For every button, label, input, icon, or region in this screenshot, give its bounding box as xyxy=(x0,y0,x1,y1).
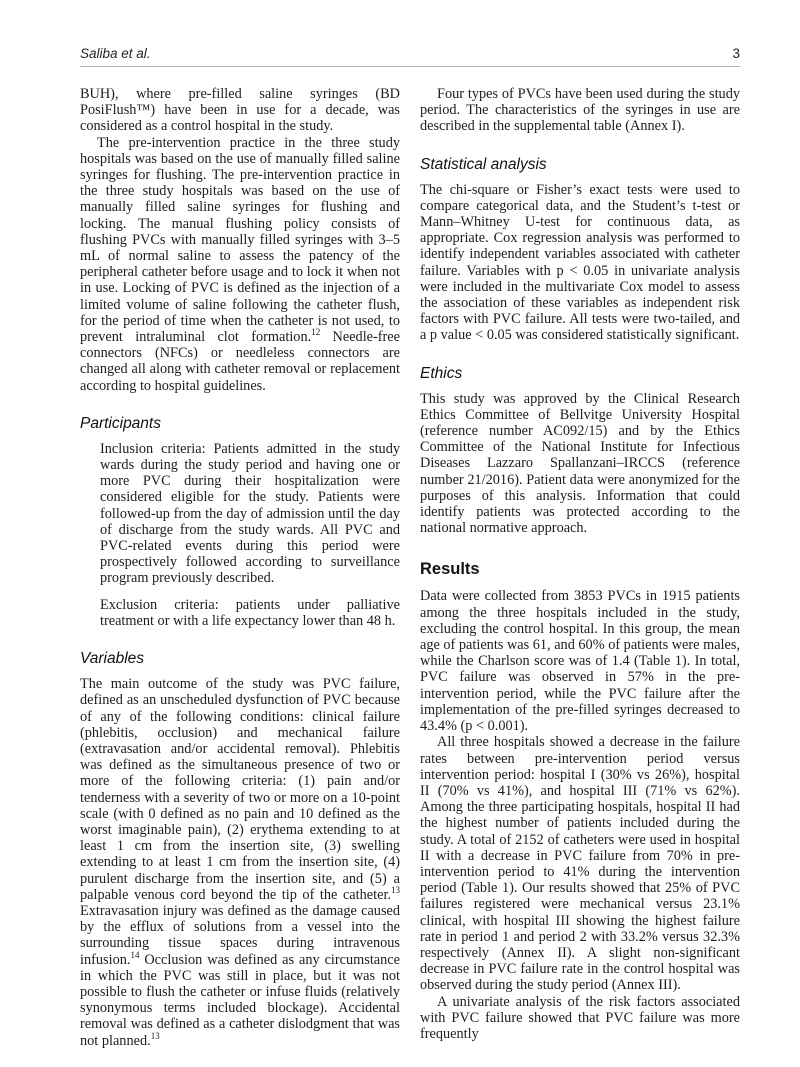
right-column xyxy=(420,86,740,1049)
variables-heading: Variables xyxy=(80,650,145,668)
exclusion-criteria-paragraph: Exclusion criteria: patients under palliative treatment or with a life expectancy lower than 48 h. xyxy=(100,596,400,629)
text-segment: Extravasation injury was defined as the damage caused by the efflux of solutions from a vessel into the surrounding tissue spaces during intravenous infusion. xyxy=(80,902,400,968)
pvc-types-paragraph: Four types of PVCs have been used during the study period. The characteristics of the syringes in use are described in the supplemental table (Annex I). xyxy=(420,86,740,135)
outcome-definition-paragraph xyxy=(80,676,400,1049)
flushing-policy-paragraph xyxy=(80,135,400,394)
page-header xyxy=(80,46,740,67)
text-segment: The main outcome of the study was PVC failure, defined as an unscheduled dysfunction of PVC because of any of the following conditions: clinical failure (phlebitis, occlusion) and mechanical failure (extravasation and/or accidental removal). Phlebitis was defined as the simultaneous presence of two or more of the following criteria: (1) pain and/or tenderness with a severity of two or more on a 10-point scale (with 0 defined as no pain and 10 defined as the worst imaginable pain), (2) erythema extending to at least 1 cm from the insertion site, (3) swelling extending to at least 1 cm from the insertion site, (4) purulent discharge from the insertion site, and (5) a palpable venous cord beyond the tip of the catheter. xyxy=(80,676,400,903)
results-paragraph-2: All three hospitals showed a decrease in the failure rates between pre-intervention period versus intervention period: hospital I (30% vs 26%), hospital II (70% vs 41%), and hospital III (71% vs 62%). Among the three participating hospitals, hospital II had the highest number of patients included during the study. A total of 2152 of catheters were used in hospital II with a decrease in PVC failure from 70% in pre-intervention period to 41% during the intervention period (Table 1). Our results showed that 25% of PVC failures registered were mechanical versus 23.1% clinical, with hospital III showing the highest failure rate in period 1 and period 2 with 33.2% versus 32.3% respectively (Annex II). A slight non-significant decrease in PVC failure rate in the control hospital was observed during the study period (Annex III). xyxy=(420,734,740,994)
left-column xyxy=(80,86,400,1049)
results-paragraph-1: Data were collected from 3853 PVCs in 1915 patients among the three hospitals included in the study, excluding the control hospital. In this group, the mean age of patients was 61, and 60% of patients were males, while the Charlson score was of 1.4 (Table 1). In total, PVC failure was observed in 57% in the pre-intervention period, while the PVC failure after the implementation of the pre-filled syringes decreased to 43.4% (p < 0.001). xyxy=(420,588,740,735)
text-segment: Needle-free connectors (NFCs) or needleless connectors are changed all along with catheter removal or replacement according to hospital guidelines. xyxy=(80,329,400,394)
text-segment: The pre-intervention practice in the three study hospitals was based on the use of manually filled saline syringes for flushing. The pre-intervention practice in the three study hospitals was based on the use of manually filled saline syringes for flushing and locking. The manual flushing policy consists of flushing PVCs with manually filled syringes with 3–5 mL of normal saline to assess the patency of the peripheral catheter before usage and to lock it when not in use. Locking of PVC is defined as the injection of a limited volume of saline following the catheter flush, for the period of time when the catheter is not used, to prevent intraluminal clot formation. xyxy=(80,134,400,346)
participants-heading: Participants xyxy=(80,414,161,432)
reference-superscript-14: 14 xyxy=(130,949,140,960)
reference-superscript-13: 13 xyxy=(391,884,400,895)
results-paragraph-3: A univariate analysis of the risk factors associated with PVC failure showed that PVC failure was more frequently xyxy=(420,993,740,1042)
text-segment: Occlusion was defined as any circumstance in which the PVC was still in place, but it was not possible to flush the catheter or infuse fluids (relatively synonymous terms included blockage). Accidental removal was defined as a catheter dislodgment that was not planned. xyxy=(80,951,400,1049)
statistical-analysis-paragraph: The chi-square or Fisher’s exact tests were used to compare categorical data, and the Student’s t-test or Mann–Whitney U-test for continuous data, as appropriate. Cox regression analysis was performed to identify independent variables associated with catheter failure. Variables with p < 0.05 in univariate analysis were included in the multivariate Cox model to assess the association of these variables as independent risk factors with PVC failure. All tests were two-tailed, and a p value < 0.05 was considered statistically significant. xyxy=(420,181,740,344)
reference-superscript-13: 13 xyxy=(150,1030,160,1041)
results-heading: Results xyxy=(420,560,480,579)
page-number: 3 xyxy=(732,46,740,61)
statistical-analysis-heading: Statistical analysis xyxy=(420,155,547,173)
ethics-paragraph: This study was approved by the Clinical Research Ethics Committee of Bellvitge University Hospital (reference number AC092/15) and by the Ethics Committee of the National Institute for Infectious Diseases Lazzaro Spallanzani–IRCCS (reference number 21/2016). Patient data were anonymized for the purposes of this analysis. Information that could identify patients was protected according to the national normative approach. xyxy=(420,390,740,537)
inclusion-criteria-paragraph: Inclusion criteria: Patients admitted in the study wards during the study period and having one or more PVC during their hospitalization were considered eligible for the study. Patients were followed-up from the day of admission until the day of discharge from the study wards. All PVC and PVC-related events during this period were prospectively followed according to surveillance program previously described. xyxy=(100,440,400,587)
ethics-heading: Ethics xyxy=(420,364,463,382)
continued-paragraph: BUH), where pre-filled saline syringes (BD PosiFlush™) have been in use for a decade, was considered as a control hospital in the study. xyxy=(80,86,400,135)
reference-superscript-12: 12 xyxy=(311,327,321,338)
two-column-body xyxy=(80,86,740,1049)
running-head: Saliba et al. xyxy=(80,46,151,61)
